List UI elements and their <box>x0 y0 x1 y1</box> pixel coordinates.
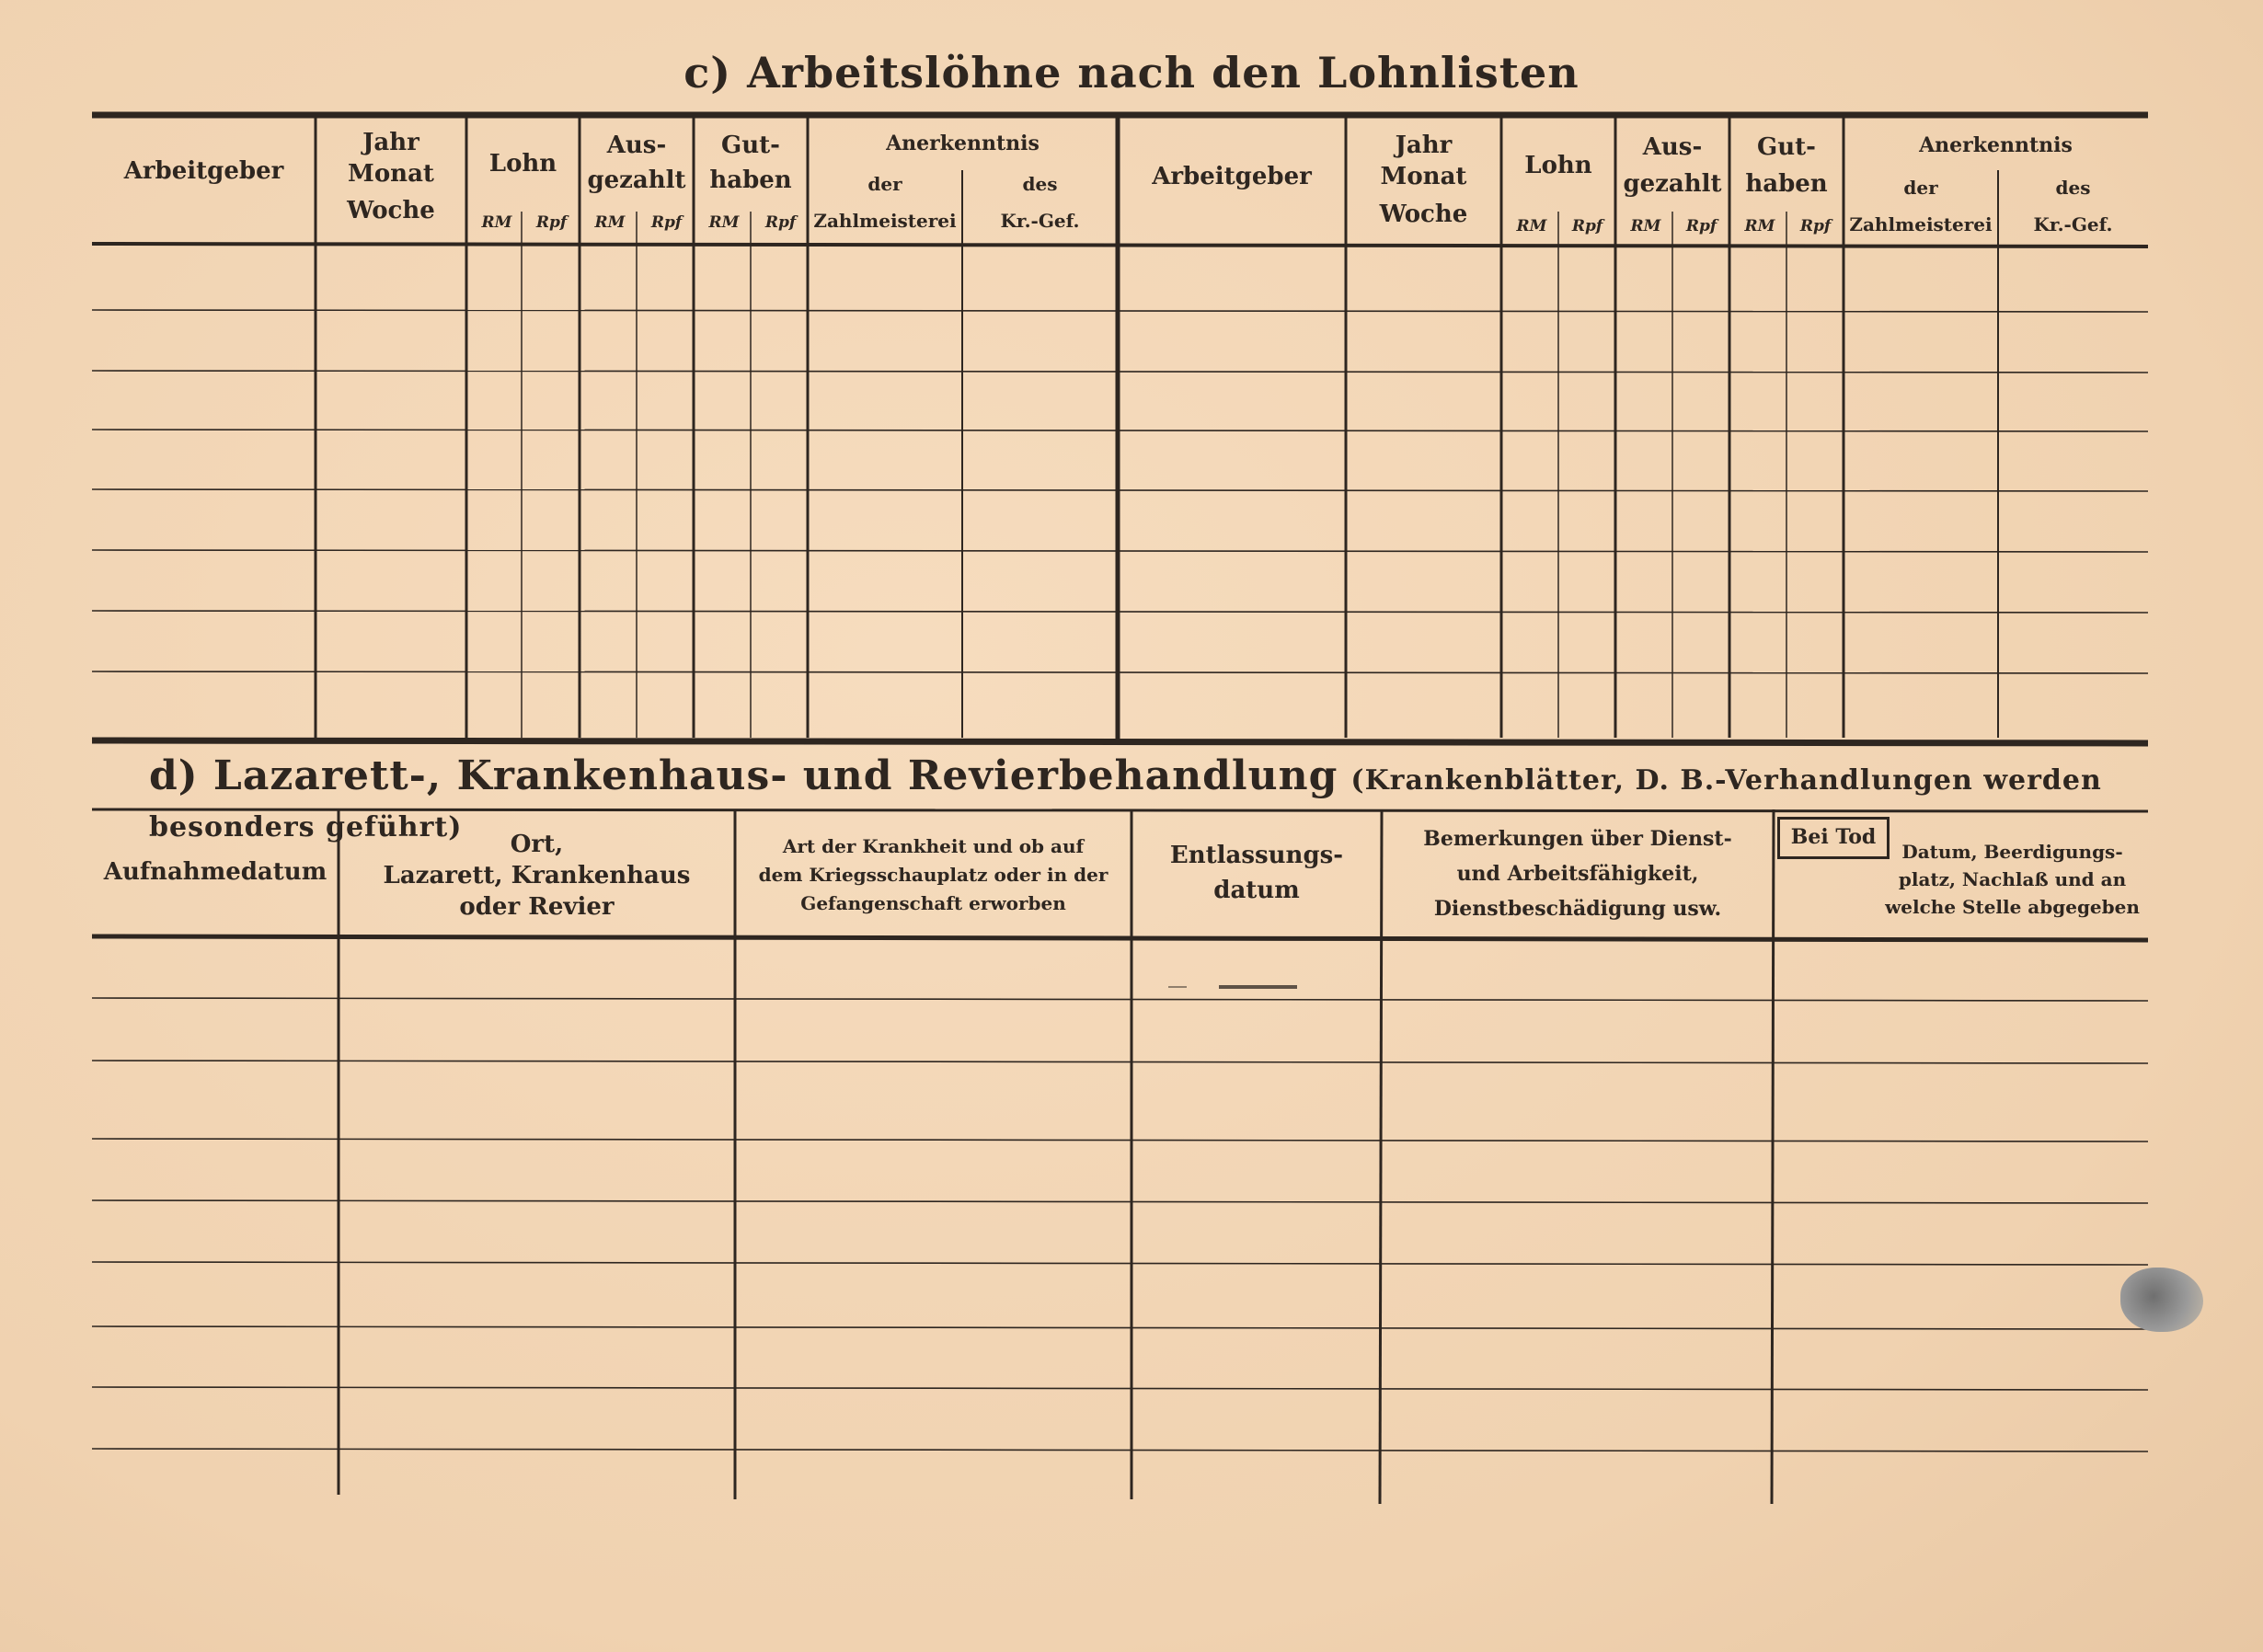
header-datum-line3: welche Stelle abgegeben <box>1885 896 2140 918</box>
header-gezahlt: gezahlt <box>587 166 686 194</box>
unit-rm: RM <box>1630 217 1661 235</box>
header-zahlmeisterei-2: Zahlmeisterei <box>1849 213 1993 235</box>
header-aufnahmedatum: Aufnahmedatum <box>103 858 327 886</box>
header-monat-2: Monat <box>1380 163 1467 190</box>
header-kr-gef-2: Kr.-Gef. <box>2033 213 2113 235</box>
header-ort-line1: Ort, <box>510 831 564 858</box>
unit-rm: RM <box>481 213 512 232</box>
header-woche-2: Woche <box>1379 201 1468 228</box>
header-jahr-2: Jahr <box>1395 132 1453 159</box>
header-anerkenntnis-2: Anerkenntnis <box>1919 133 2073 157</box>
header-bemerkungen-line3: Dienstbeschädigung usw. <box>1433 897 1722 921</box>
header-des: des <box>1022 173 1058 195</box>
header-zahlmeisterei: Zahlmeisterei <box>813 210 957 232</box>
header-ort-line2: Lazarett, Krankenhaus <box>383 862 691 889</box>
header-gut: Gut- <box>721 132 780 159</box>
header-des-2: des <box>2055 177 2091 199</box>
header-aus: Aus- <box>606 132 667 159</box>
unit-rpf: Rpf <box>764 213 797 232</box>
header-woche: Woche <box>347 197 435 224</box>
header-bemerkungen-line2: und Arbeitsfähigkeit, <box>1456 862 1699 886</box>
header-bemerkungen-line1: Bemerkungen über Dienst- <box>1423 827 1732 851</box>
section-d-title-text: d) Lazarett-, Krankenhaus- und Revierbehandlung <box>149 752 1338 799</box>
unit-rpf: Rpf <box>1799 217 1832 235</box>
header-der-2: der <box>1903 177 1938 199</box>
unit-rpf: Rpf <box>1685 217 1717 235</box>
unit-rpf: Rpf <box>650 213 683 232</box>
punch-hole <box>2120 1268 2203 1332</box>
header-jahr: Jahr <box>362 129 419 156</box>
header-bei-tod: Bei Tod <box>1777 817 1890 859</box>
header-entlassung-line1: Entlassungs- <box>1169 842 1344 869</box>
header-gezahlt-2: gezahlt <box>1623 170 1722 198</box>
unit-rpf: Rpf <box>1571 217 1603 235</box>
header-lohn-2: Lohn <box>1524 152 1592 179</box>
header-datum-line1: Datum, Beerdigungs- <box>1901 841 2123 863</box>
header-arbeitgeber-2: Arbeitgeber <box>1152 163 1312 190</box>
unit-rm: RM <box>1744 217 1775 235</box>
header-art-line1: Art der Krankheit und ob auf <box>782 835 1085 857</box>
unit-rpf: Rpf <box>535 213 568 232</box>
header-art-line3: Gefangenschaft erworben <box>800 892 1066 914</box>
section-c-title: c) Arbeitslöhne nach den Lohnlisten <box>683 48 1580 98</box>
header-art-line2: dem Kriegsschauplatz oder in der <box>758 864 1109 886</box>
header-monat: Monat <box>348 160 434 188</box>
header-entlassung-line2: datum <box>1213 877 1300 904</box>
header-der: der <box>867 173 902 195</box>
header-aus-2: Aus- <box>1642 133 1703 161</box>
section-d-subtitle: (Krankenblätter, D. B.-Verhandlungen werden besonders geführt) <box>149 764 2102 843</box>
unit-rm: RM <box>708 213 740 232</box>
header-haben: haben <box>709 166 792 194</box>
header-gut-2: Gut- <box>1757 133 1816 161</box>
header-datum-line2: platz, Nachlaß und an <box>1898 868 2127 890</box>
header-kr-gef: Kr.-Gef. <box>1000 210 1080 232</box>
unit-rm: RM <box>1516 217 1547 235</box>
header-anerkenntnis: Anerkenntnis <box>886 132 1040 155</box>
header-arbeitgeber: Arbeitgeber <box>123 157 284 185</box>
header-haben-2: haben <box>1745 170 1828 198</box>
header-lohn: Lohn <box>488 150 557 178</box>
header-ort-line3: oder Revier <box>459 893 615 921</box>
unit-rm: RM <box>594 213 626 232</box>
